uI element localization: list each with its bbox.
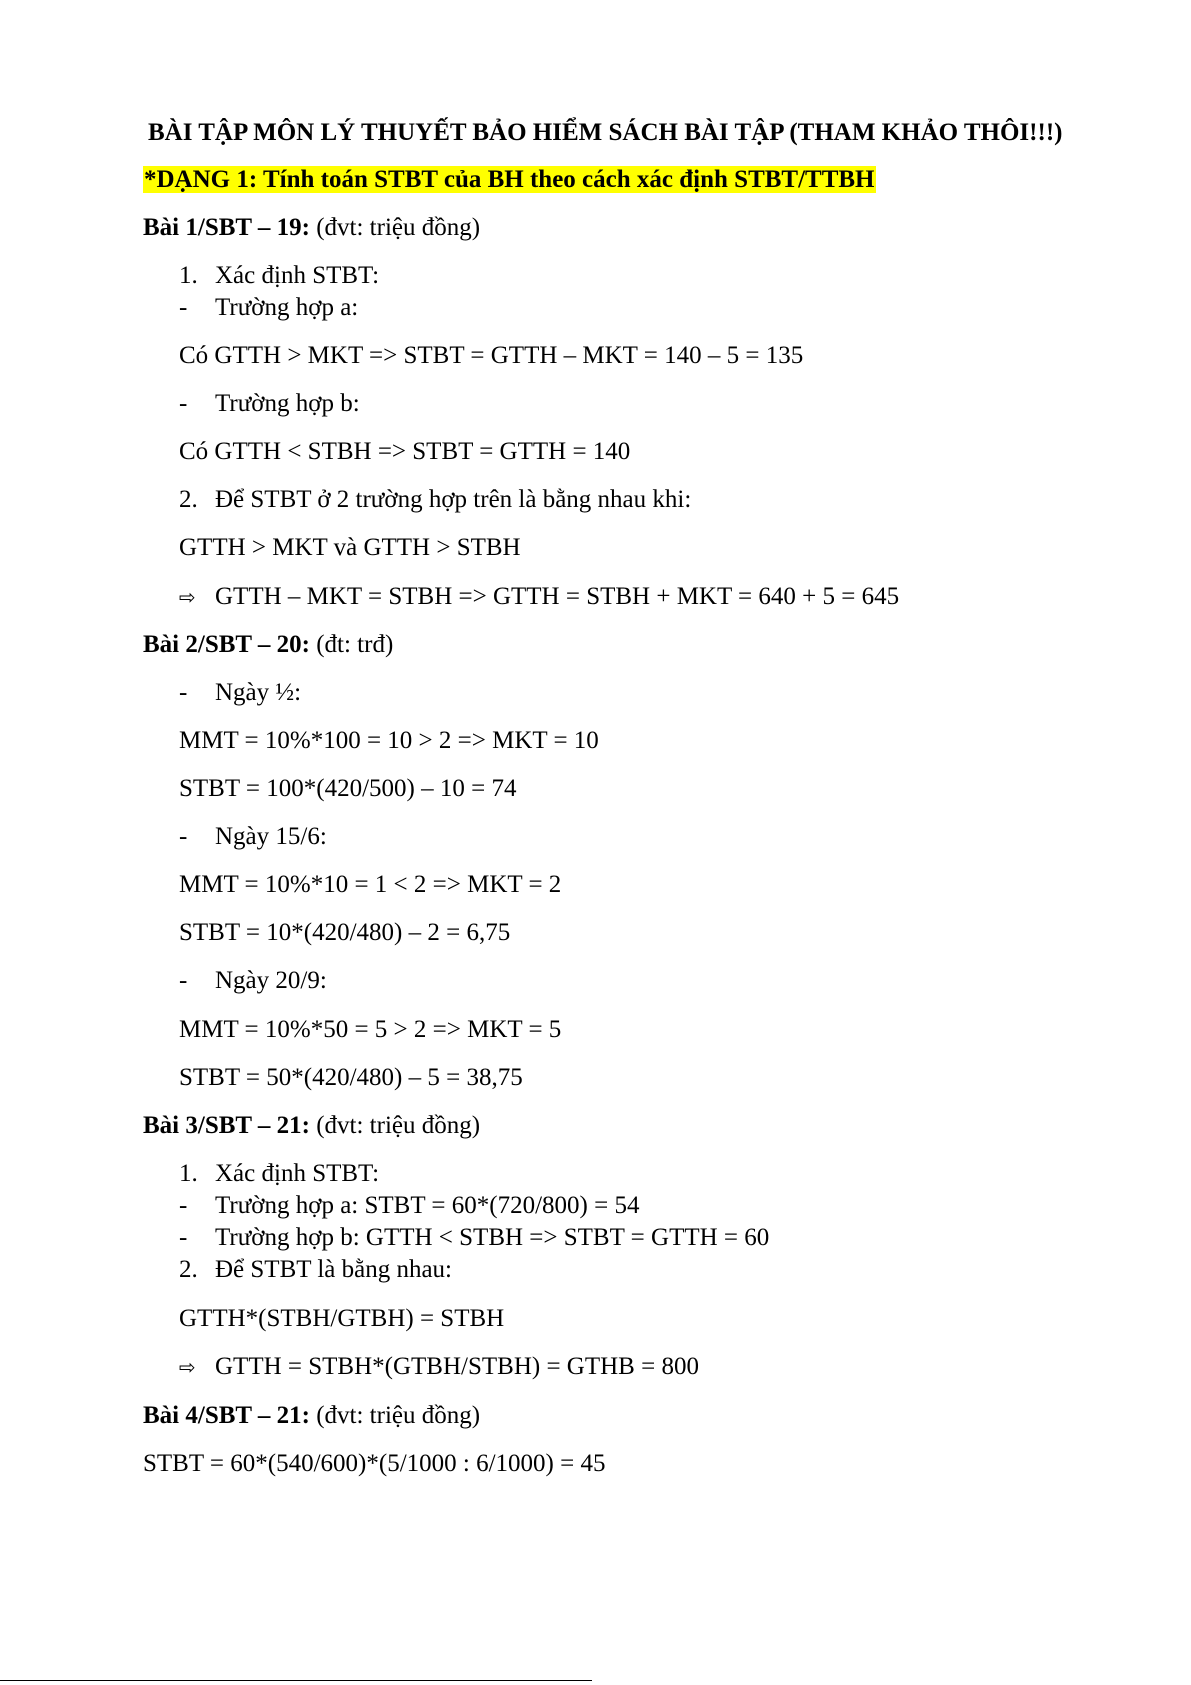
bai1-calc-a: Có GTTH > MKT => STBT = GTTH – MKT = 140 – 5 = 135 — [179, 342, 804, 369]
bai3-case-a-text: Trường hợp a: STBT = 60*(720/800) = 54 — [215, 1192, 640, 1219]
bai1-heading — [143, 213, 480, 243]
bai1-case-a-text: Trường hợp a: — [215, 294, 359, 321]
list-number: 1. — [179, 1160, 198, 1187]
bai3-heading — [143, 1111, 480, 1141]
bai3-case-b — [179, 1223, 769, 1253]
bai2-day3-text: Ngày 20/9: — [215, 967, 327, 994]
bai1-condition: GTTH > MKT và GTTH > STBH — [179, 534, 521, 561]
bai1-calc-b: Có GTTH < STBH => STBT = GTTH = 140 — [179, 438, 631, 465]
bai1-case-b-text: Trường hợp b: — [215, 390, 360, 417]
bai3-item1-text: Xác định STBT: — [215, 1160, 380, 1187]
bai1-unit: (đvt: triệu đồng) — [309, 214, 481, 241]
bai4-title: Bài 4/SBT – 21: — [143, 1402, 310, 1429]
bullet-dash: - — [179, 1192, 188, 1219]
bai1-item1-text: Xác định STBT: — [215, 262, 380, 289]
bullet-dash: - — [179, 390, 188, 417]
bai3-unit: (đvt: triệu đồng) — [309, 1112, 481, 1139]
bai1-item2-text: Để STBT ở 2 trường hợp trên là bằng nhau khi: — [215, 486, 692, 513]
bullet-dash: - — [179, 1224, 188, 1251]
bullet-dash: - — [179, 823, 188, 850]
bai2-day3-stbt: STBT = 50*(420/480) – 5 = 38,75 — [179, 1064, 523, 1091]
list-number: 2. — [179, 486, 198, 513]
bullet-dash: - — [179, 294, 188, 321]
list-number: 2. — [179, 1256, 198, 1283]
list-number: 1. — [179, 262, 198, 289]
document-title: BÀI TẬP MÔN LÝ THUYẾT BẢO HIỂM SÁCH BÀI TẬP (THAM KHẢO THÔI!!!) — [148, 119, 1063, 146]
bai1-item2 — [179, 485, 691, 515]
bai1-title: Bài 1/SBT – 19: — [143, 214, 310, 241]
bai3-result-text: GTTH = STBH*(GTBH/STBH) = GTHB = 800 — [215, 1353, 699, 1380]
bai1-result — [179, 582, 899, 612]
bai2-day2 — [179, 822, 327, 852]
section-heading — [143, 165, 876, 195]
section-heading-highlight: *DẠNG 1: Tính toán STBT của BH theo cách xác định STBT/TTBH — [144, 166, 875, 193]
bai4-unit: (đvt: triệu đồng) — [309, 1402, 481, 1429]
bai2-day3-mmt: MMT = 10%*50 = 5 > 2 => MKT = 5 — [179, 1016, 562, 1043]
bai3-equation: GTTH*(STBH/GTBH) = STBH — [179, 1305, 505, 1332]
bai2-day1-stbt: STBT = 100*(420/500) – 10 = 74 — [179, 775, 517, 802]
bai2-day2-text: Ngày 15/6: — [215, 823, 327, 850]
bai2-day2-mmt: MMT = 10%*10 = 1 < 2 => MKT = 2 — [179, 871, 562, 898]
bai3-item2 — [179, 1255, 452, 1285]
bai3-case-b-text: Trường hợp b: GTTH < STBH => STBT = GTTH = 60 — [215, 1224, 770, 1251]
bai3-case-a — [179, 1191, 639, 1221]
bullet-dash: - — [179, 679, 188, 706]
bai2-day2-stbt: STBT = 10*(420/480) – 2 = 6,75 — [179, 919, 511, 946]
bai2-day3 — [179, 966, 327, 996]
bai4-calc: STBT = 60*(540/600)*(5/1000 : 6/1000) = 45 — [143, 1450, 606, 1477]
bai4-heading — [143, 1401, 480, 1431]
bai2-heading — [143, 630, 393, 660]
bai3-title: Bài 3/SBT – 21: — [143, 1112, 310, 1139]
arrow-right-icon: ⇨ — [179, 585, 196, 609]
bai2-unit: (đt: trđ) — [309, 631, 394, 658]
footer-rule — [0, 1680, 592, 1681]
bai1-item1 — [179, 261, 379, 291]
bai2-title: Bài 2/SBT – 20: — [143, 631, 310, 658]
bai2-day1-text: Ngày ½: — [215, 679, 302, 706]
bai3-item2-text: Để STBT là bằng nhau: — [215, 1256, 452, 1283]
bai3-item1 — [179, 1159, 379, 1189]
bullet-dash: - — [179, 967, 188, 994]
bai2-day1 — [179, 678, 301, 708]
bai1-case-a — [179, 293, 358, 323]
bai1-case-b — [179, 389, 360, 419]
bai2-day1-mmt: MMT = 10%*100 = 10 > 2 => MKT = 10 — [179, 727, 599, 754]
bai3-result — [179, 1352, 699, 1382]
bai1-result-text: GTTH – MKT = STBH => GTTH = STBH + MKT = 640 + 5 = 645 — [215, 583, 900, 610]
arrow-right-icon: ⇨ — [179, 1355, 196, 1379]
